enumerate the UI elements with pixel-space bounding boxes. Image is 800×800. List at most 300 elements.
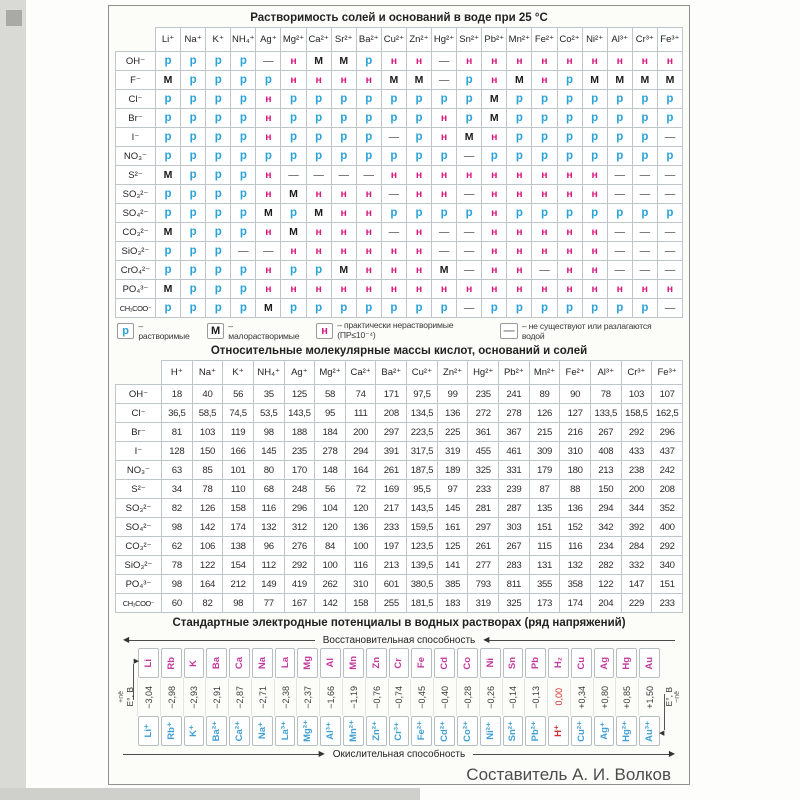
mass-cell: 179: [529, 461, 560, 480]
mass-cell: 267: [590, 423, 621, 442]
solubility-cell: н: [356, 71, 381, 90]
mass-cell: 126: [192, 499, 223, 518]
solubility-cell: р: [607, 109, 632, 128]
mass-cell: 162,5: [652, 404, 683, 423]
mass-cell: 164: [192, 575, 223, 594]
potential-value-box: [228, 678, 251, 716]
masses-title: Относительные молекулярные массы кислот, оснований и солей: [210, 345, 588, 357]
solubility-cell: н: [632, 280, 657, 299]
solubility-cell: н: [507, 166, 532, 185]
potential-column: [502, 648, 525, 746]
potential-value: +0,85: [622, 685, 633, 709]
ion-symbol: Pb²⁺: [530, 720, 542, 742]
mass-cell: 174: [560, 594, 591, 613]
element-symbol: La: [279, 657, 291, 669]
solubility-cell: р: [181, 280, 206, 299]
mass-cell: 62: [162, 537, 193, 556]
solubility-cell: р: [432, 90, 457, 109]
potential-value-box: [137, 678, 160, 716]
solubility-cell: М: [607, 71, 632, 90]
potential-column: [615, 648, 638, 746]
solubility-cell: р: [306, 90, 331, 109]
solubility-cell: р: [256, 147, 281, 166]
mass-row: [116, 461, 683, 480]
potential-column: [593, 648, 616, 746]
solubility-cell: р: [331, 299, 356, 318]
solubility-cation-header: Mn²⁺: [507, 28, 532, 52]
solubility-cell: н: [582, 280, 607, 299]
arrow-line: [489, 640, 675, 641]
mass-cell: 158,5: [621, 404, 652, 423]
mass-cell: 122: [590, 575, 621, 594]
solubility-cell: р: [381, 299, 406, 318]
solubility-cell: р: [632, 204, 657, 223]
potential-column: [274, 648, 297, 746]
mass-row: [116, 556, 683, 575]
ion-symbol: Ba²⁺: [211, 720, 223, 742]
mass-cell: 99: [437, 385, 468, 404]
mass-cell: 141: [437, 556, 468, 575]
potential-value-box: [251, 678, 274, 716]
solubility-cell: н: [482, 71, 507, 90]
element-box: [457, 648, 478, 678]
mass-cell: 312: [284, 518, 315, 537]
solubility-cell: р: [181, 261, 206, 280]
potential-value: −2,87: [235, 685, 246, 709]
mass-cation-header: Zn²⁺: [437, 361, 468, 385]
solubility-cation-header: Pb²⁺: [482, 28, 507, 52]
solubility-cell: р: [306, 128, 331, 147]
mass-cell: 58,5: [192, 404, 223, 423]
ion-box: [229, 716, 250, 746]
solubility-cell: н: [406, 166, 431, 185]
oxidizing-ability-row: [123, 747, 675, 761]
solubility-cell: н: [482, 166, 507, 185]
mass-cell: 128: [162, 442, 193, 461]
mass-cell: 287: [499, 499, 530, 518]
legend-item-nonexistent: [500, 321, 670, 341]
solubility-cell: н: [306, 71, 331, 90]
mass-cell: 233: [376, 518, 407, 537]
solubility-cell: н: [381, 52, 406, 71]
solubility-cation-header: K⁺: [206, 28, 231, 52]
potential-value-box: [319, 678, 342, 716]
ion-symbol: Fe²⁺: [416, 721, 428, 741]
solubility-cell: р: [607, 147, 632, 166]
potential-column: [228, 648, 251, 746]
solubility-row: [116, 185, 683, 204]
mass-cell: 294: [345, 442, 376, 461]
solubility-cell: р: [281, 147, 306, 166]
mass-cell: 361: [468, 423, 499, 442]
mass-cell: 149: [253, 575, 284, 594]
element-symbol: Au: [644, 656, 656, 670]
mass-cell: 352: [652, 499, 683, 518]
element-symbol: K: [188, 659, 200, 667]
potential-column: [410, 648, 433, 746]
potential-value-box: [160, 678, 183, 716]
solubility-cell: р: [206, 299, 231, 318]
mass-row: [116, 480, 683, 499]
mass-cell: 136: [437, 404, 468, 423]
solubility-cell: р: [557, 90, 582, 109]
potential-value-box: [296, 678, 319, 716]
mass-cell: 223,5: [407, 423, 438, 442]
solubility-cation-header: Na⁺: [181, 28, 206, 52]
ion-symbol: Hg²⁺: [621, 720, 633, 742]
solubility-cell: р: [457, 109, 482, 128]
element-box: [503, 648, 524, 678]
mass-cell: 98: [223, 594, 254, 613]
potential-column: [183, 648, 206, 746]
element-box: [389, 648, 410, 678]
solubility-cell: н: [331, 242, 356, 261]
solubility-cell: н: [356, 242, 381, 261]
solubility-cell: р: [356, 299, 381, 318]
solubility-cell: р: [607, 90, 632, 109]
solubility-cell: —: [607, 223, 632, 242]
solubility-cell: М: [306, 52, 331, 71]
mass-cell: 167: [284, 594, 315, 613]
potential-value: −0,14: [508, 685, 519, 709]
mass-cell: 229: [621, 594, 652, 613]
mass-cell: 74,5: [223, 404, 254, 423]
solubility-anion-label: SiO₃²⁻: [116, 242, 156, 261]
potentials-body: [115, 648, 683, 746]
mass-cell: 132: [560, 556, 591, 575]
ion-box: [525, 716, 546, 746]
element-box: [184, 648, 205, 678]
solubility-cell: р: [156, 90, 181, 109]
solubility-cell: р: [306, 147, 331, 166]
mass-cell: 112: [253, 556, 284, 575]
solubility-cell: р: [457, 90, 482, 109]
solubility-cell: М: [281, 185, 306, 204]
solubility-cell: р: [532, 90, 557, 109]
solubility-cell: р: [381, 204, 406, 223]
solubility-cell: р: [457, 71, 482, 90]
solubility-cell: М: [457, 128, 482, 147]
mass-cell: 283: [499, 556, 530, 575]
solubility-cell: н: [306, 280, 331, 299]
solubility-cation-header: Fe³⁺: [657, 28, 682, 52]
solubility-cell: н: [582, 166, 607, 185]
solubility-cell: н: [331, 280, 356, 299]
solubility-cell: М: [381, 71, 406, 90]
solubility-cell: р: [657, 90, 682, 109]
mass-anion-label: Br⁻: [116, 423, 162, 442]
potential-column: [160, 648, 183, 746]
mass-cell: 278: [315, 442, 346, 461]
mass-cell: 138: [223, 537, 254, 556]
mass-cell: 143,5: [284, 404, 315, 423]
element-symbol: H₂: [552, 657, 564, 669]
mass-row: [116, 404, 683, 423]
solubility-cell: —: [532, 261, 557, 280]
ion-symbol: Co²⁺: [461, 720, 473, 742]
mass-cell: 82: [192, 594, 223, 613]
mass-cation-header: Cr³⁺: [621, 361, 652, 385]
potential-value-box: [479, 678, 502, 716]
ion-symbol: Ca²⁺: [234, 720, 246, 742]
solubility-cell: н: [432, 280, 457, 299]
mass-cell: 143,5: [407, 499, 438, 518]
ion-symbol: Cr³⁺: [393, 721, 405, 741]
mass-cation-header: Cu²⁺: [407, 361, 438, 385]
solubility-cell: —: [256, 242, 281, 261]
solubility-cell: М: [507, 71, 532, 90]
solubility-cell: р: [632, 128, 657, 147]
solubility-cell: р: [231, 109, 256, 128]
solubility-anion-label: OH⁻: [116, 52, 156, 71]
element-symbol: Ag: [598, 656, 610, 670]
potential-column: [251, 648, 274, 746]
mass-cell: 110: [223, 480, 254, 499]
mass-anion-label: Cl⁻: [116, 404, 162, 423]
solubility-cell: р: [632, 147, 657, 166]
solubility-cell: р: [181, 90, 206, 109]
legend-symbol-nonexistent: —: [500, 323, 517, 339]
solubility-cell: н: [632, 52, 657, 71]
solubility-row: [116, 204, 683, 223]
solubility-cell: р: [432, 299, 457, 318]
solubility-cell: р: [281, 109, 306, 128]
solubility-cell: н: [406, 261, 431, 280]
solubility-cation-header: Sn²⁺: [457, 28, 482, 52]
solubility-anion-label: I⁻: [116, 128, 156, 147]
solubility-cell: р: [156, 204, 181, 223]
ion-box: [297, 716, 318, 746]
solubility-cell: р: [206, 185, 231, 204]
solubility-cell: н: [482, 223, 507, 242]
mass-cell: 147: [621, 575, 652, 594]
solubility-cell: —: [432, 71, 457, 90]
potential-column: [547, 648, 570, 746]
mass-cell: 461: [499, 442, 530, 461]
ion-symbol: Ag⁺: [598, 722, 610, 740]
solubility-cell: —: [632, 166, 657, 185]
mass-cell: 120: [345, 499, 376, 518]
ion-box: [503, 716, 524, 746]
solubility-anion-label: CrO₄²⁻: [116, 261, 156, 280]
solubility-corner: [116, 28, 156, 52]
element-box: [594, 648, 615, 678]
solubility-cell: н: [507, 52, 532, 71]
reducing-ability-row: [123, 633, 675, 647]
solubility-cell: н: [406, 223, 431, 242]
potential-column: [570, 648, 593, 746]
solubility-cell: р: [231, 299, 256, 318]
solubility-cell: р: [532, 128, 557, 147]
mass-row: [116, 442, 683, 461]
solubility-cation-header: Co²⁺: [557, 28, 582, 52]
element-box: [161, 648, 182, 678]
mass-cell: 292: [652, 537, 683, 556]
mass-cation-header: Hg²⁺: [468, 361, 499, 385]
legend-symbol-slightly: М: [207, 323, 224, 339]
potential-column: [638, 648, 661, 746]
ion-box: [161, 716, 182, 746]
mass-cation-header: K⁺: [223, 361, 254, 385]
solubility-row: [116, 242, 683, 261]
left-axis-electrons-label: +nē: [117, 691, 125, 703]
solubility-cell: М: [256, 204, 281, 223]
solubility-cell: н: [557, 185, 582, 204]
solubility-cell: р: [532, 204, 557, 223]
ion-box: [616, 716, 637, 746]
mass-cell: 116: [345, 556, 376, 575]
mass-cell: 292: [284, 556, 315, 575]
solubility-cell: —: [657, 299, 682, 318]
solubility-cell: н: [582, 223, 607, 242]
mass-cell: 238: [621, 461, 652, 480]
solubility-cell: н: [482, 242, 507, 261]
solubility-cell: н: [557, 223, 582, 242]
mass-cell: 400: [652, 518, 683, 537]
mass-cell: 601: [376, 575, 407, 594]
solubility-cell: н: [256, 261, 281, 280]
element-box: [320, 648, 341, 678]
solubility-cell: р: [482, 299, 507, 318]
solubility-cell: р: [507, 90, 532, 109]
solubility-cell: —: [657, 128, 682, 147]
solubility-cation-header: Cu²⁺: [381, 28, 406, 52]
mass-cell: 97,5: [407, 385, 438, 404]
mass-cell: 77: [253, 594, 284, 613]
element-symbol: Cr: [393, 657, 405, 669]
solubility-cell: М: [632, 71, 657, 90]
mass-cell: 296: [652, 423, 683, 442]
mass-cell: 101: [223, 461, 254, 480]
mass-cell: 56: [223, 385, 254, 404]
mass-cell: 89: [529, 385, 560, 404]
mass-cell: 272: [468, 404, 499, 423]
solubility-cation-header: Hg²⁺: [432, 28, 457, 52]
solubility-cell: р: [206, 52, 231, 71]
solubility-legend: [117, 320, 683, 341]
mass-cell: 151: [529, 518, 560, 537]
solubility-cell: н: [482, 204, 507, 223]
element-symbol: Na: [256, 656, 268, 670]
mass-cell: 145: [253, 442, 284, 461]
mass-cell: 90: [560, 385, 591, 404]
mass-cell: 87: [529, 480, 560, 499]
potential-value: −2,98: [166, 685, 177, 709]
solubility-cell: р: [507, 299, 532, 318]
potential-value-box: [410, 678, 433, 716]
mass-cell: 136: [345, 518, 376, 537]
solubility-cell: р: [181, 128, 206, 147]
solubility-cell: н: [432, 128, 457, 147]
element-box: [616, 648, 637, 678]
solubility-cell: р: [231, 128, 256, 147]
legend-label-nonexistent: – не существуют или разлагаются водой: [521, 320, 652, 341]
solubility-cell: р: [206, 90, 231, 109]
mass-corner: [116, 361, 162, 385]
solubility-cation-header: NH₄⁺: [231, 28, 256, 52]
mass-cell: 100: [345, 537, 376, 556]
ion-symbol: Na⁺: [256, 722, 268, 740]
mass-cell: 97: [437, 480, 468, 499]
mass-cell: 200: [621, 480, 652, 499]
left-axis: [115, 648, 137, 746]
solubility-cell: р: [181, 147, 206, 166]
mass-cation-header: Fe³⁺: [652, 361, 683, 385]
solubility-cell: н: [482, 128, 507, 147]
mass-cation-header: Ca²⁺: [345, 361, 376, 385]
ion-symbol: La³⁺: [279, 721, 291, 741]
mass-cell: 78: [162, 556, 193, 575]
element-symbol: Ni: [484, 658, 496, 668]
mass-cell: 331: [499, 461, 530, 480]
mass-cation-header: Ba²⁺: [376, 361, 407, 385]
element-box: [366, 648, 387, 678]
mass-cell: 181,5: [407, 594, 438, 613]
solubility-cell: М: [256, 299, 281, 318]
mass-cell: 85: [192, 461, 223, 480]
mass-cell: 239: [499, 480, 530, 499]
solubility-anion-label: Cl⁻: [116, 90, 156, 109]
ion-box: [366, 716, 387, 746]
mass-cell: 811: [499, 575, 530, 594]
mass-cell: 158: [345, 594, 376, 613]
mass-cell: 385: [437, 575, 468, 594]
element-symbol: Rb: [165, 656, 177, 670]
solubility-row: [116, 71, 683, 90]
ion-box: [411, 716, 432, 746]
potential-value-box: [183, 678, 206, 716]
potential-value: −0,45: [417, 685, 428, 709]
reducing-ability-label: Восстановительная способность: [322, 634, 476, 646]
solubility-cell: —: [457, 185, 482, 204]
solubility-cell: р: [482, 147, 507, 166]
mass-cell: 235: [468, 385, 499, 404]
mass-cation-header: Fe²⁺: [560, 361, 591, 385]
solubility-cell: н: [256, 128, 281, 147]
mass-anion-label: S²⁻: [116, 480, 162, 499]
solubility-cell: —: [381, 185, 406, 204]
solubility-cell: н: [557, 261, 582, 280]
mass-cell: 294: [590, 499, 621, 518]
mass-cell: 215: [529, 423, 560, 442]
potentials-title: Стандартные электродные потенциалы в водных растворах (ряд напряжений): [172, 617, 626, 629]
element-box: [252, 648, 273, 678]
solubility-row: [116, 280, 683, 299]
solubility-cell: р: [231, 147, 256, 166]
potential-column: [296, 648, 319, 746]
solubility-cell: —: [632, 185, 657, 204]
mass-cell: 278: [499, 404, 530, 423]
solubility-cell: н: [381, 261, 406, 280]
mass-cell: 217: [376, 499, 407, 518]
element-symbol: Cu: [575, 656, 587, 670]
solubility-cell: —: [356, 166, 381, 185]
solubility-cell: н: [356, 261, 381, 280]
solubility-cation-header: Mg²⁺: [281, 28, 306, 52]
solubility-cell: —: [457, 242, 482, 261]
solubility-cell: н: [306, 185, 331, 204]
mass-cell: 261: [468, 537, 499, 556]
solubility-cell: —: [457, 147, 482, 166]
mass-cell: 152: [560, 518, 591, 537]
solubility-cell: н: [256, 90, 281, 109]
element-symbol: Ba: [211, 656, 223, 670]
solubility-cell: р: [582, 109, 607, 128]
potential-value-box: [615, 678, 638, 716]
potential-value-box: [502, 678, 525, 716]
potential-value-box: [638, 678, 661, 716]
mass-cell: 80: [253, 461, 284, 480]
